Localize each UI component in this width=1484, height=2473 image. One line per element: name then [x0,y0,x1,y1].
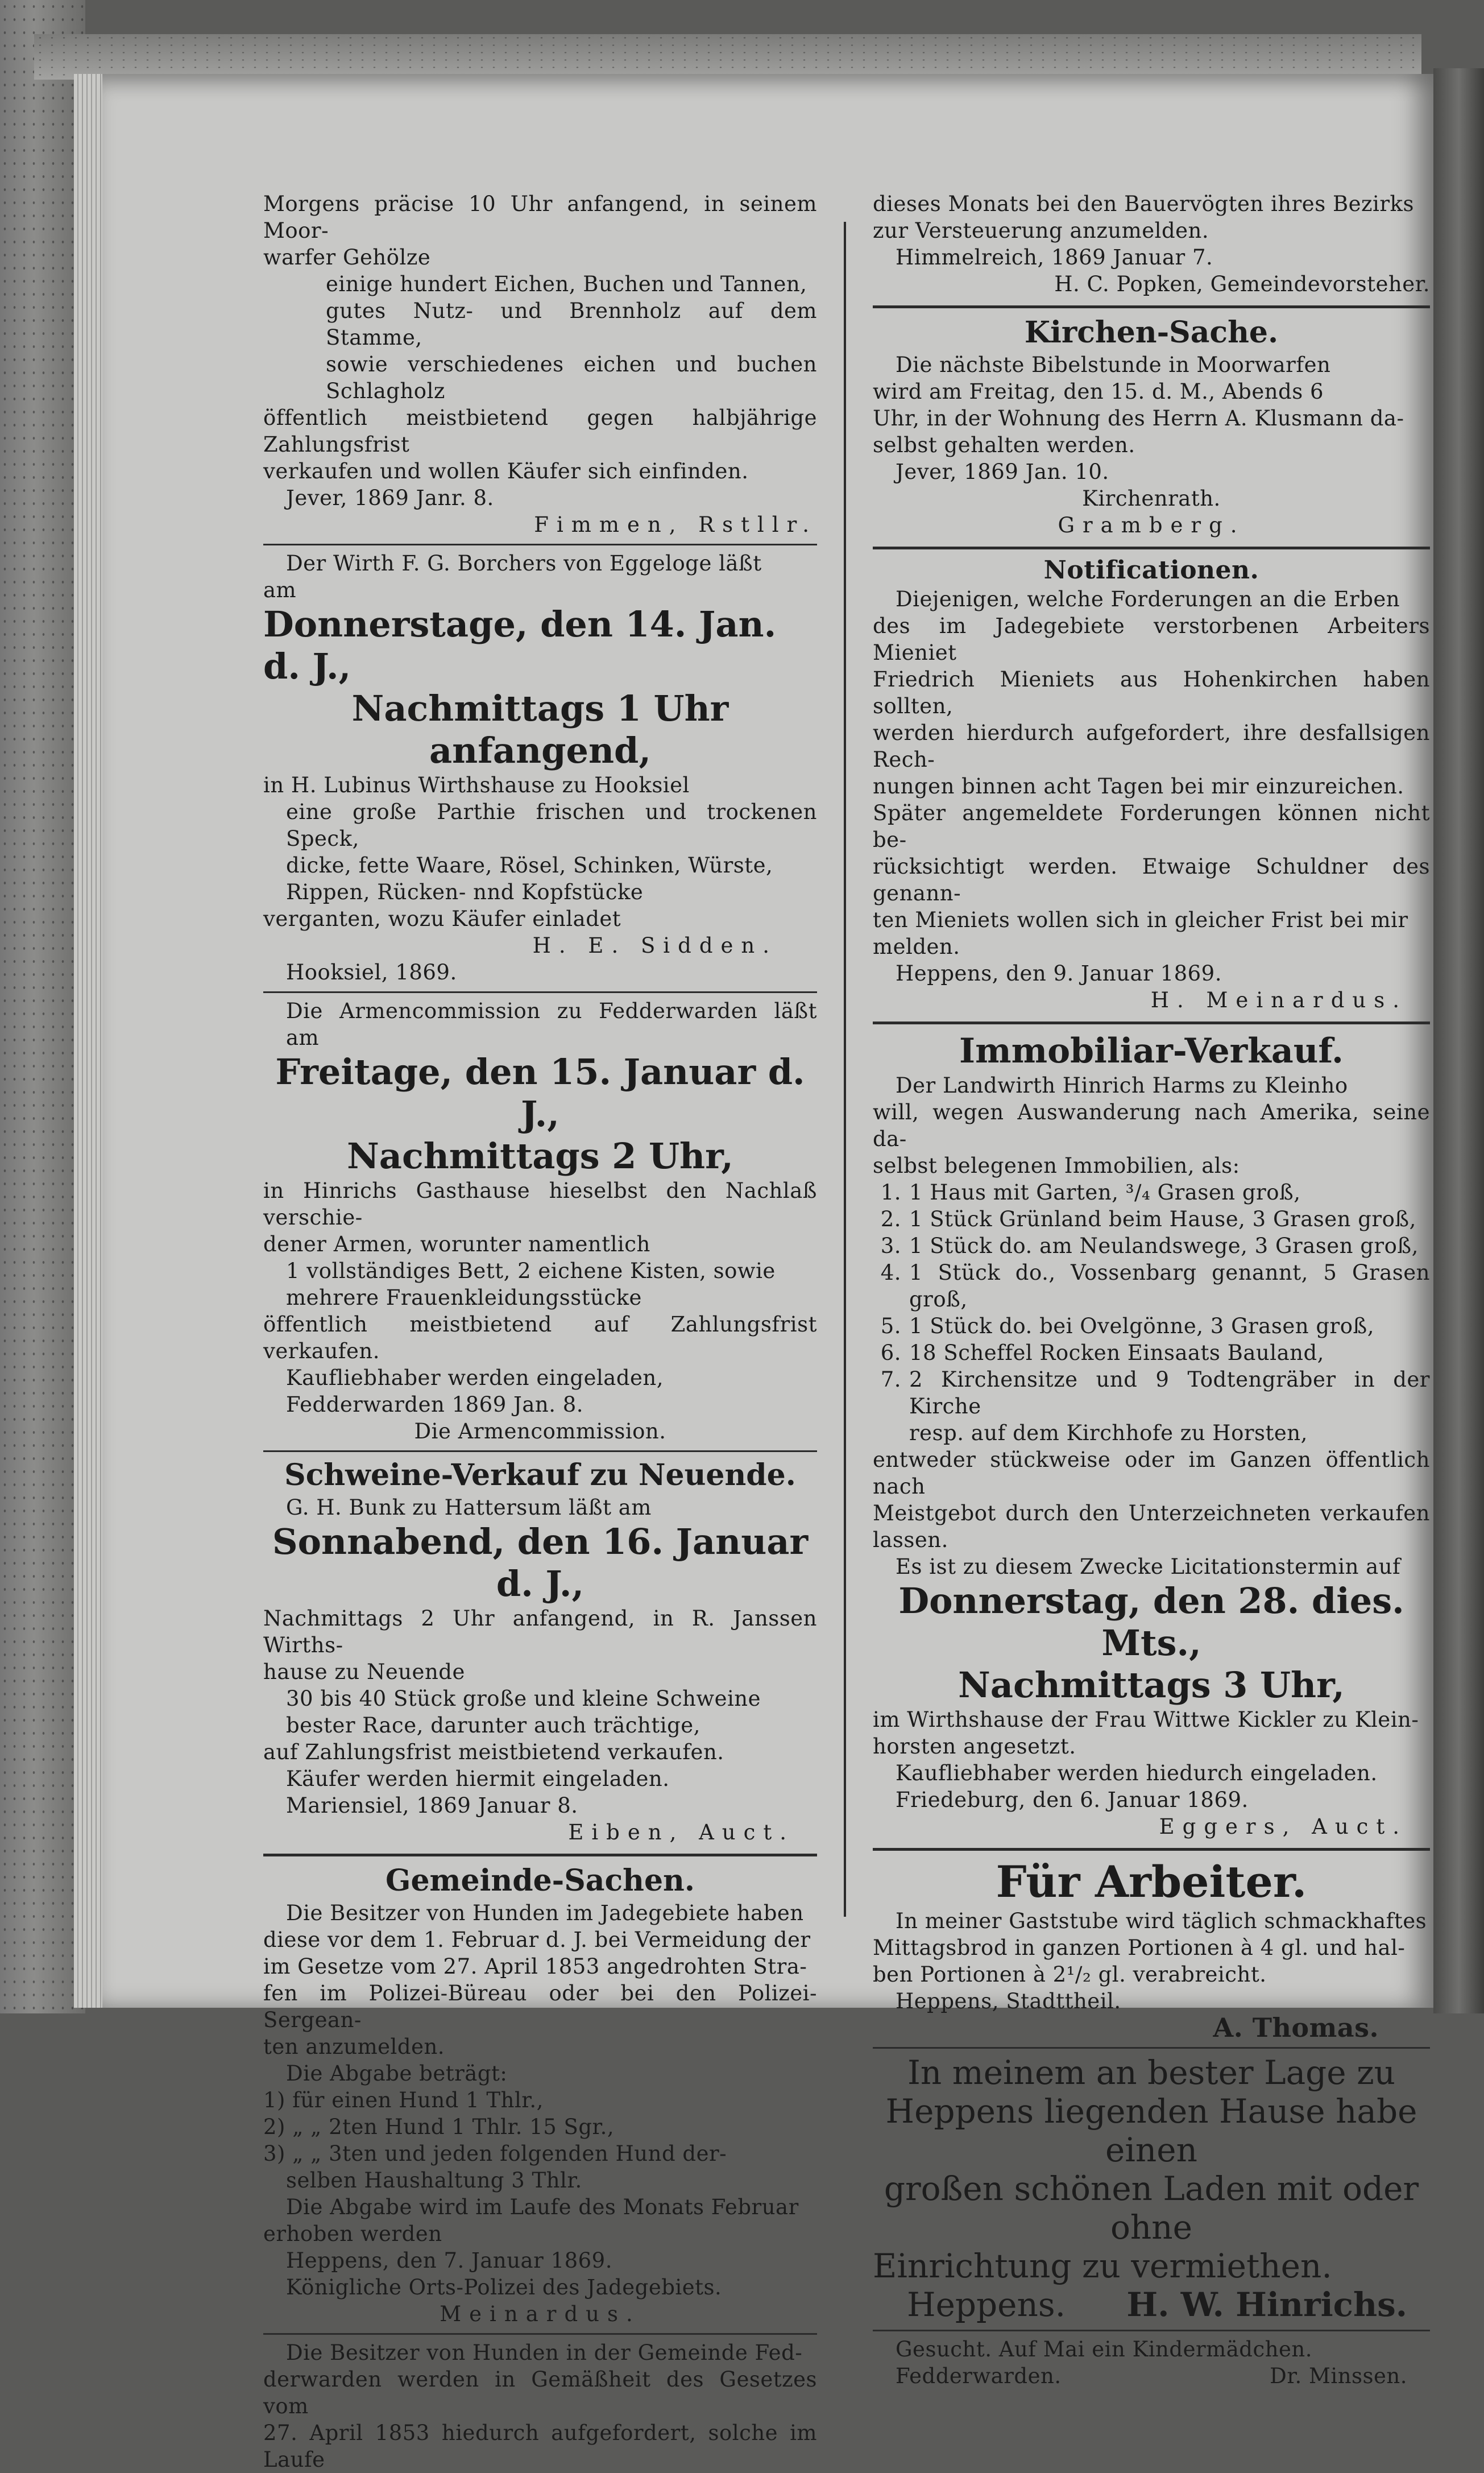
text-line: wird am Freitag, den 15. d. M., Abends 6 [873,379,1324,404]
signature: Eiben, Auct. [568,1820,794,1845]
text-line: Himmelreich, 1869 Januar 7. [896,245,1213,270]
ad-line: In meinem an bester Lage zu [907,2053,1395,2092]
text-line: des im Jadegebiete verstorbenen Arbeiters Mieniet [873,614,1430,665]
signature: Meinardus. [440,2302,641,2326]
list-item [873,1206,1430,1233]
text-line: Nachmittags 2 Uhr anfangend, in R. Janssen Wirths- [263,1606,817,1657]
section-heading: Schweine-Verkauf zu Neuende. [284,1458,796,1492]
text-line: Heppens, den 7. Januar 1869. [286,2248,612,2273]
section-heading: Gemeinde-Sachen. [385,1863,695,1898]
text-line: Mittagsbrod in ganzen Portionen à 4 gl. und hal- [873,1936,1406,1960]
text-line: Die Besitzer von Hunden im Jadegebiete haben [286,1901,804,1925]
text-line: öffentlich meistbietend auf Zahlungsfrist verkaufen. [263,1312,817,1363]
headline: Donnerstage, den 14. Jan. d. J., [263,603,777,687]
divider [873,2330,1430,2331]
text-line: bester Race, darunter auch trächtige, [286,1713,700,1738]
list-item [873,1313,1430,1339]
signature: Dr. Minssen. [1270,2364,1407,2388]
signature: H. Meinardus. [1150,988,1407,1012]
text-line: gutes Nutz- und Brennholz auf dem Stamme, [326,299,817,350]
signature: Die Armencommission. [414,1419,666,1444]
item-text: 1 Stück Grünland beim Hause, 3 Grasen groß, [909,1207,1416,1231]
headline: Nachmittags 1 Uhr anfangend, [351,688,729,771]
list-item [873,1339,1430,1366]
text-line: Der Wirth F. G. Borchers von Eggeloge läßt [286,551,762,576]
page-edges [74,74,102,2008]
signature-row [873,2363,1430,2389]
headline: Nachmittags 2 Uhr, [347,1135,733,1177]
divider [263,544,817,545]
text-line: mehrere Frauenkleidungsstücke [286,1285,642,1310]
text-line: Käufer werden hiermit eingeladen. [286,1767,670,1791]
text-line: verganten, wozu Käufer einladet [263,907,621,931]
ad-line: Heppens liegenden Hause habe einen [885,2092,1417,2169]
text-line: selbst gehalten werden. [873,433,1135,457]
text-line: Mariensiel, 1869 Januar 8. [286,1793,578,1818]
book-binding [0,0,85,2013]
signature: H. W. Hinrichs. [1126,2285,1407,2324]
right-column [873,191,1430,2389]
signature: Eggers, Auct. [1159,1814,1407,1839]
signature: Fimmen, Rstllr. [534,512,817,537]
list-item [873,1259,1430,1313]
ad-signature-row [873,2285,1430,2324]
text-line: Heppens, Stadttheil. [896,1989,1121,2013]
divider [873,2047,1430,2049]
divider [873,1022,1430,1024]
text-line: Königliche Orts-Polizei des Jadegebiets. [286,2275,722,2300]
text-line: sowie verschiedenes eichen und buchen Schlagholz [326,352,817,403]
text-line: dieses Monats bei den Bauervögten ihres Bezirks [873,192,1414,216]
text-line: Uhr, in der Wohnung des Herrn A. Klusmann da- [873,406,1404,431]
text-line: dicke, fette Waare, Rösel, Schinken, Würste, [286,853,773,878]
text-line: selbst belegenen Immobilien, als: [873,1153,1240,1178]
list-item [873,1233,1430,1259]
text-line: Friedeburg, den 6. Januar 1869. [896,1788,1249,1812]
text-line: dener Armen, worunter namentlich [263,1232,650,1256]
text-line: entweder stückweise oder im Ganzen öffentlich nach [873,1448,1430,1499]
text-line: nungen binnen acht Tagen bei mir einzureichen. [873,774,1404,799]
top-edge [34,34,1421,80]
headline: Donnerstag, den 28. dies. Mts., [898,1580,1404,1664]
text-line: Meistgebot durch den Unterzeichneten verkaufen lassen. [873,1501,1430,1552]
text-line: Die Abgabe beträgt: [286,2061,508,2086]
item-number: 2. [880,1207,901,1231]
text-line: im Gesetze vom 27. April 1853 angedrohten Stra- [263,1954,807,1979]
text-line: 1) für einen Hund 1 Thlr., [263,2088,544,2112]
text-line: 2) „ „ 2ten Hund 1 Thlr. 15 Sgr., [263,2115,615,2139]
divider [263,1450,817,1452]
text-line: Der Landwirth Hinrich Harms zu Kleinho [896,1073,1348,1098]
text-line: verkaufen und wollen Käufer sich einfinden. [263,459,749,483]
item-text: 1 Stück do. am Neulandswege, 3 Grasen groß, [909,1234,1419,1258]
text-line: melden. [873,934,960,959]
divider [263,1854,817,1856]
text-line: zur Versteuerung anzumelden. [873,218,1209,243]
text-line: Heppens, den 9. Januar 1869. [896,961,1222,986]
list-item [873,1179,1430,1206]
text-line: Morgens präcise 10 Uhr anfangend, in seinem Moor- [263,192,817,243]
left-column [263,191,817,2473]
divider [263,2333,817,2335]
section-heading: Kirchen-Sache. [1024,315,1279,350]
item-number: 6. [880,1341,901,1365]
column-divider [844,222,846,1917]
text-line: werden hierdurch aufgefordert, ihre desfallsigen Rech- [873,721,1430,772]
headline: Freitage, den 15. Januar d. J., [275,1051,805,1135]
text-line: Später angemeldete Forderungen können nicht be- [873,801,1430,852]
right-page-edge [1433,68,1484,2013]
signature: Gramberg. [1058,513,1245,537]
section-heading: Für Arbeiter. [996,1856,1307,1907]
text-line: am [263,578,297,602]
divider [873,305,1430,308]
item-text: 1 Stück do., Vossenbarg genannt, 5 Grasen groß, [909,1260,1430,1312]
text-line: ten anzumelden. [263,2034,445,2059]
text-line: 30 bis 40 Stück große und kleine Schweine [286,1686,761,1711]
text-line: Kirchenrath. [1082,486,1221,511]
text-line: eine große Parthie frischen und trockenen Speck, [286,800,817,851]
text-line: Rippen, Rücken- nnd Kopfstücke [286,880,644,904]
item-number: 7. [880,1367,901,1392]
item-text: 2 Kirchensitze und 9 Todtengräber in der Kirche [909,1367,1430,1419]
text-line: horsten angesetzt. [873,1734,1076,1759]
item-text: 18 Scheffel Rocken Einsaats Bauland, [909,1341,1324,1365]
text-line: Die Besitzer von Hunden in der Gemeinde Fed- [286,2340,803,2365]
signature: A. Thomas. [1213,2012,1379,2043]
list-item [873,1366,1430,1420]
headline: Nachmittags 3 Uhr, [958,1664,1345,1706]
text-line: diese vor dem 1. Februar d. J. bei Vermeidung der [263,1928,811,1952]
item-number: 1. [880,1180,901,1205]
item-text: 1 Stück do. bei Ovelgönne, 3 Grasen groß, [909,1314,1374,1338]
signature: H. E. Sidden. [532,933,777,958]
text-line: rücksichtigt werden. Etwaige Schuldner des genann- [873,854,1430,905]
text-line: derwarden werden in Gemäßheit des Gesetzes vom [263,2367,817,2418]
text-line: im Wirthshause der Frau Wittwe Kickler zu Klein- [873,1707,1419,1732]
text-line: 27. April 1853 hiedurch aufgefordert, solche im Laufe [263,2421,817,2472]
place-name: Fedderwarden. [896,2364,1062,2388]
text-line: Jever, 1869 Janr. 8. [286,486,494,510]
text-line: Gesucht. Auf Mai ein Kindermädchen. [896,2337,1313,2362]
text-line: öffentlich meistbietend gegen halbjährige Zahlungsfrist [263,406,817,457]
text-line: resp. auf dem Kirchhofe zu Horsten, [909,1421,1308,1445]
text-line: auf Zahlungsfrist meistbietend verkaufen. [263,1740,724,1764]
divider [263,991,817,993]
ad-line: Einrichtung zu vermiethen. [873,2247,1332,2285]
text-line: fen im Polizei-Büreau oder bei den Polizei-Sergean- [263,1981,817,2032]
text-line: 1 vollständiges Bett, 2 eichene Kisten, sowie [286,1259,776,1283]
text-line: Fedderwarden 1869 Jan. 8. [286,1392,584,1417]
text-line: Die nächste Bibelstunde in Moorwarfen [896,353,1331,377]
text-line: ben Portionen à 2¹/₂ gl. verabreicht. [873,1962,1267,1987]
text-line: Kaufliebhaber werden eingeladen, [286,1366,664,1390]
text-line: erhoben werden [263,2222,442,2246]
text-line: hause zu Neuende [263,1660,465,1684]
text-line: Es ist zu diesem Zwecke Licitationstermin auf [896,1554,1401,1579]
text-line: Friedrich Mieniets aus Hohenkirchen haben sollten, [873,667,1430,718]
text-line: Die Armencommission zu Fedderwarden läßt am [286,999,817,1050]
divider [873,1848,1430,1851]
text-line: in Hinrichs Gasthause hieselbst den Nachlaß verschie- [263,1178,817,1230]
text-line: In meiner Gaststube wird täglich schmackhaftes [896,1909,1427,1933]
text-line: Hooksiel, 1869. [286,960,457,985]
item-number: 3. [880,1234,901,1258]
place-name: Heppens. [907,2285,1066,2324]
item-number: 5. [880,1314,901,1338]
section-heading: Immobiliar-Verkauf. [959,1031,1344,1071]
ad-line: großen schönen Laden mit oder ohne [884,2169,1419,2247]
text-line: selben Haushaltung 3 Thlr. [286,2168,582,2193]
signature: H. C. Popken, Gemeindevorsteher. [1054,272,1430,296]
headline: Sonnabend, den 16. Januar d. J., [272,1521,809,1604]
section-heading: Notificationen. [1043,556,1259,585]
item-text: 1 Haus mit Garten, ³/₄ Grasen groß, [909,1180,1301,1205]
text-line: ten Mieniets wollen sich in gleicher Frist bei mir [873,908,1408,932]
text-line: einige hundert Eichen, Buchen und Tannen, [326,272,807,296]
text-line: Die Abgabe wird im Laufe des Monats Februar [286,2195,799,2219]
item-number: 4. [880,1260,901,1285]
text-line: warfer Gehölze [263,245,431,270]
text-line: in H. Lubinus Wirthshause zu Hooksiel [263,773,690,797]
text-line: Kaufliebhaber werden hiedurch eingeladen. [896,1761,1378,1785]
text-line: Diejenigen, welche Forderungen an die Erben [896,587,1400,611]
text-line: Jever, 1869 Jan. 10. [896,460,1109,484]
divider [873,547,1430,549]
text-line: will, wegen Auswanderung nach Amerika, seine da- [873,1100,1430,1151]
text-line: 3) „ „ 3ten und jeden folgenden Hund der- [263,2141,727,2166]
text-line: G. H. Bunk zu Hattersum läßt am [286,1495,652,1520]
